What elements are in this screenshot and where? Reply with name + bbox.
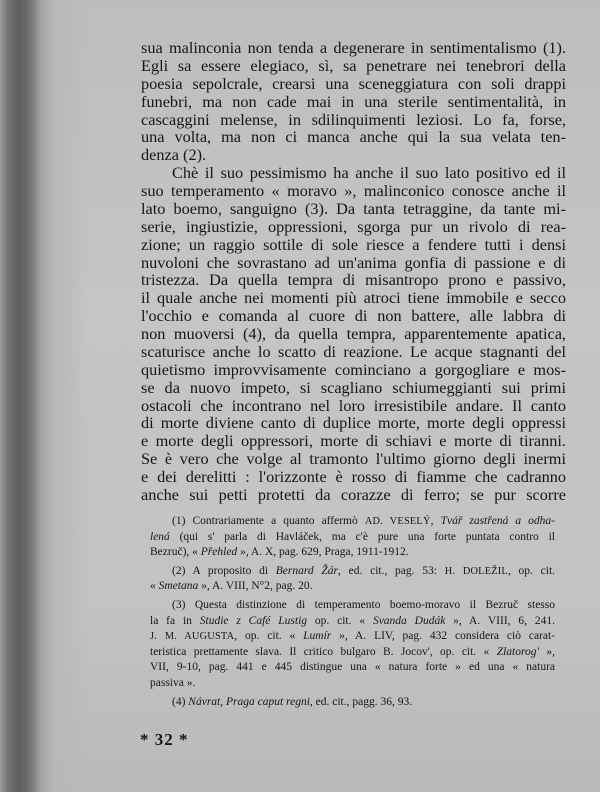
footnote-text: Bezruč), « — [150, 546, 201, 559]
footnotes — [150, 514, 555, 713]
body-line: scaturisce anche lo scatto di reazione. Le acque stagnanti del — [141, 341, 566, 361]
footnote-line — [150, 695, 555, 711]
body-line: funebri, ma non cade mai in una sterile sentimentalità, in — [141, 91, 566, 111]
body-line: lato boemo, sanguigno (3). Da tanta tetraggine, da tante mi- — [141, 198, 566, 218]
body-line: suo temperamento « moravo », malinconico conosce anche il — [141, 181, 566, 200]
body-line: se da nuovo impeto, si scagliano schiumeggianti sui primi — [141, 377, 566, 397]
footnote-line — [150, 530, 555, 546]
paragraph — [141, 39, 566, 164]
paragraph — [141, 164, 566, 504]
footnote-marker: (1) — [172, 515, 186, 527]
footnote-text: », A. VIII, N°2, pag. 20. — [198, 580, 313, 593]
footnote-line — [150, 629, 555, 645]
footnote-line — [150, 645, 555, 661]
footnote-text: , op. cit. — [507, 564, 556, 577]
author-name: J. M. AUGUSTA — [150, 631, 235, 643]
footnote-text: », A. X, pag. 629, Praga, 1911-1912. — [237, 546, 409, 559]
body-line: Se è vero che volge al tramonto l'ultimo giorno degli inermi — [141, 449, 566, 469]
footnote-marker: (3) — [172, 598, 186, 611]
work-title: Návrat, Praga caput regni — [188, 695, 310, 708]
footnote-line — [150, 579, 555, 595]
body-line: e morte degli oppressori, morte di schiavi e morte di tiranni. — [141, 431, 566, 451]
body-line: Egli sa essere elegiaco, sì, sa penetrare nei tenebrori della — [141, 55, 566, 75]
footnote-line — [150, 514, 555, 530]
work-title: Studie z Café Lustig — [199, 614, 308, 627]
work-title: Tvář zastřená a odha- — [440, 515, 556, 527]
work-title: Smetana — [158, 580, 199, 593]
footnote-text: », — [539, 645, 556, 658]
body-line: denza (2). — [141, 145, 207, 165]
author-name: H. DOLEŽIL — [444, 565, 508, 577]
footnote-text: », A. VIII, 6, 241. — [445, 614, 555, 627]
body-line: non muoversi (4), da quella tempra, apparentemente apatica, — [141, 324, 566, 343]
body-line: tristezza. Da quella tempra di misantropo prono e passivo, — [141, 270, 566, 290]
footnote-text: A proposito di — [192, 564, 276, 577]
footnote-text: « — [150, 580, 159, 593]
footnote-text: passiva ». — [150, 676, 196, 689]
footnote-text: teristica prettamente slava. Il critico bulgaro B. Jocov', op. cit. « — [150, 645, 497, 658]
footnote — [150, 598, 555, 692]
body-line: il quale anche nei momenti più atroci tiene immobile e secco — [141, 288, 566, 308]
work-title: Lumír — [303, 630, 332, 643]
footnote-line — [150, 660, 555, 676]
footnote-line — [150, 676, 555, 692]
footnote — [150, 514, 555, 561]
body-line: e dei derelitti : l'orizzonte è rosso di fiamme che cadranno — [141, 467, 566, 486]
body-line: poesia sepolcrale, crearsi una sceneggiatura con soli drappi — [141, 73, 566, 93]
footnote-text: », A. LIV, pag. 432 considera ciò carat- — [331, 630, 556, 643]
author-name: AD. VESELÝ — [364, 516, 431, 527]
body-line: zione; un raggio sottile di sole riesce a fendere tutti i densi — [141, 234, 566, 254]
footnote-line — [150, 614, 555, 630]
footnote — [150, 695, 555, 711]
body-line: sua malinconia non tenda a degenerare in sentimentalismo (1). — [141, 38, 566, 57]
footnote-marker: (2) — [172, 564, 186, 577]
footnote-text: op. cit. « — [307, 614, 373, 627]
body-line: anche sui petti protetti da corazze di ferro; se pur scorre — [141, 484, 566, 504]
body-line: cascaggini melense, in sdilinquimenti leziosi. Lo fa, forse, — [141, 109, 566, 129]
footnote-line — [150, 545, 555, 561]
work-title: lená — [150, 530, 170, 543]
work-title: Zlatorog' — [496, 645, 539, 658]
page-number: * 32 * — [140, 730, 189, 749]
footnote-text: VII, 9-10, pag. 441 e 445 distingue una « natura forte » ed una « natura — [150, 661, 555, 674]
footnote-text: (qui s' parla di Havláček, ma c'è pure una forte puntata contro il — [169, 530, 555, 543]
footnote-text: Contrariamente a quanto affermò — [192, 515, 365, 527]
body-line: una volta, ma non ci manca anche qui la sua velata ten- — [141, 127, 566, 147]
work-title: Svanda Dudák — [372, 614, 446, 627]
footnote-text: , op. cit. « — [234, 630, 304, 643]
work-title: Bernard Žár — [275, 564, 339, 577]
footnote-text: , ed. cit., pag. 53: — [338, 564, 445, 577]
footnote-line — [150, 598, 555, 614]
body-line: serie, ingiustizie, oppressioni, sgorga pur un rivolo di rea- — [141, 216, 566, 236]
body-line: l'occhio e comanda al cuore di non battere, alle labbra di — [141, 306, 566, 326]
body-line: Chè il suo pessimismo ha anche il suo lato positivo ed il — [172, 163, 566, 183]
body-text — [141, 39, 566, 504]
page-gutter-shadow — [0, 0, 90, 792]
footnote-line — [150, 564, 555, 580]
footnote-marker: (4) — [172, 695, 186, 708]
footnote-text: Questa distinzione di temperamento boemo-moravo il Bezruč stesso — [194, 598, 556, 611]
body-line: di morte diviene canto di duplice morte, morte degli oppressi — [141, 413, 566, 433]
footnote-text: , — [430, 515, 441, 527]
footnote — [150, 564, 555, 595]
footnote-text: la fa in — [150, 614, 200, 627]
body-line: nuvoloni che sovrastano ad un'anima gonfia di passione e di — [141, 252, 566, 272]
body-line: ostacoli che incontrano nel loro irresistibile andare. Il canto — [141, 395, 566, 415]
footnote-text: , ed. cit., pagg. 36, 93. — [309, 695, 413, 708]
body-line: quietismo improvvisamente cominciano a gorgogliare e mos- — [141, 359, 566, 379]
work-title: Přehled — [200, 546, 238, 559]
